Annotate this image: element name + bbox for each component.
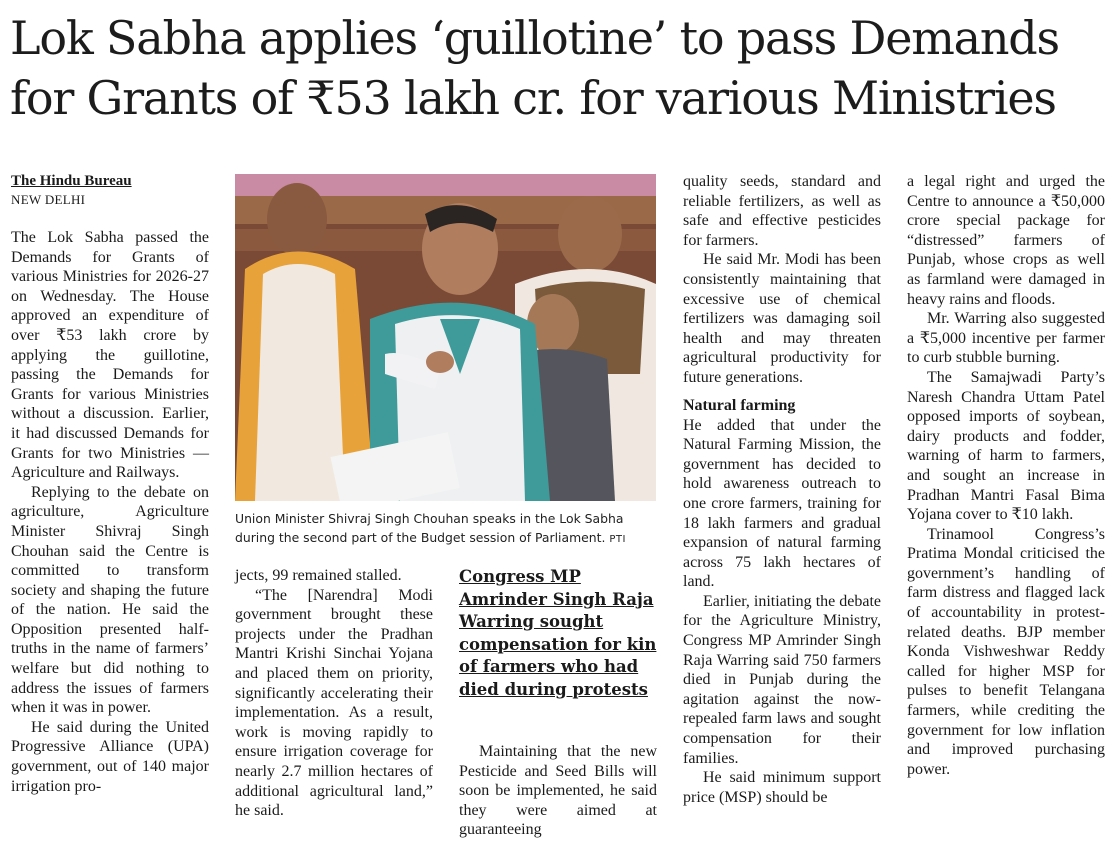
paragraph: jects, 99 remained stalled. bbox=[235, 567, 402, 584]
caption-text: Union Minister Shivraj Singh Chouhan speaks in the Lok Sabha during the second part of the Budget session of Parliament. bbox=[235, 511, 624, 545]
paragraph: Maintaining that the new Pesticide and Seed Bills will soon be implemented, he said they were aimed at guaranteeing bbox=[459, 743, 657, 839]
paragraph: Replying to the debate on agriculture, Agriculture Minister Shivraj Singh Chouhan said the Centre is committed to transform society and shaping the future of the nation. He said the Opposition presented half-truths in the name of farmers’ welfare but did nothing to address the issues of farmers when it was in power. bbox=[11, 483, 209, 717]
photo-credit: PTI bbox=[609, 534, 626, 545]
article-column-3 bbox=[459, 742, 657, 840]
paragraph: Trinamool Congress’s Pratima Mondal criticised the government’s handling of farm distress and flagged lack of accountability in protest-related deaths. BJP member Konda Vishweshwar Reddy called for higher MSP for pulses to benefit Telangana farmers, while crediting the government for low inflation and improved purchasing power. bbox=[907, 525, 1105, 778]
article-column-1 bbox=[11, 172, 209, 796]
article-column-2 bbox=[235, 566, 433, 821]
photo-caption bbox=[235, 509, 656, 549]
byline[interactable]: The Hindu Bureau bbox=[11, 173, 132, 189]
paragraph: a legal right and urged the Centre to announce a ₹50,000 crore special package for “distressed” farmers of Punjab, whose crops as well as farmland were damaged in heavy rains and floods. bbox=[907, 173, 1105, 308]
photo-illustration bbox=[235, 174, 656, 501]
paragraph: Earlier, initiating the debate for the Agriculture Ministry, Congress MP Amrinder Singh Raja Warring said 750 farmers died in Punjab during the agitation against the now-repealed farm laws and sought compensation for their families. bbox=[683, 592, 881, 767]
paragraph: He said Mr. Modi has been consistently maintaining that excessive use of chemical fertilizers was damaging soil health and may threaten agricultural productivity for future generations. bbox=[683, 251, 881, 386]
paragraph: He said minimum support price (MSP) should be bbox=[683, 769, 881, 806]
paragraph: He said during the United Progressive Alliance (UPA) government, out of 140 major irrigation pro- bbox=[11, 718, 209, 795]
paragraph: He added that under the Natural Farming Mission, the government has decided to hold awareness outreach to one crore farmers, training for 18 lakh farmers and gradual expansion of natural farming across 75 lakh hectares of land. bbox=[683, 416, 881, 591]
paragraph: The Samajwadi Party’s Naresh Chandra Uttam Patel opposed imports of soybean, dairy products and fodder, warning of harm to farmers, and sought an increase in Pradhan Mantri Fasal Bima Yojana cover to ₹10 lakh. bbox=[907, 368, 1105, 524]
paragraph: The Lok Sabha passed the Demands for Grants of various Ministries for 2026-27 on Wednesday. The House approved an expenditure of over ₹53 lakh crore by applying the guillotine, passing the Demands for Grants for various Ministries without a discussion. Earlier, it had discussed Demands for Grants for two Ministries — Agriculture and Railways. bbox=[11, 229, 209, 482]
dateline: NEW DELHI bbox=[11, 192, 86, 207]
pull-quote-text: Congress MP Amrinder Singh Raja Warring sought compensation for kin of farmers who had died during protests bbox=[459, 567, 657, 699]
article-photo bbox=[235, 174, 656, 501]
paragraph: quality seeds, standard and reliable fertilizers, as well as safe and effective pesticides for farmers. bbox=[683, 173, 881, 249]
section-subhead: Natural farming bbox=[683, 396, 796, 414]
paragraph: Mr. Warring also suggested a ₹5,000 incentive per farmer to curb stubble burning. bbox=[907, 310, 1105, 367]
paragraph: “The [Narendra] Modi government brought these projects under the Pradhan Mantri Krishi Sinchai Yojana and placed them on priority, significantly accelerating their implementation. As a result, work is moving rapidly to ensure irrigation coverage for nearly 2.7 million hectares of additional agricultural land,” he said. bbox=[235, 586, 433, 820]
article-column-4 bbox=[683, 172, 881, 807]
article-column-5 bbox=[907, 172, 1105, 779]
headline: Lok Sabha applies ‘guillotine’ to pass Demands for Grants of ₹53 lakh cr. for various Ministries bbox=[10, 11, 1059, 125]
pull-quote bbox=[459, 566, 657, 701]
